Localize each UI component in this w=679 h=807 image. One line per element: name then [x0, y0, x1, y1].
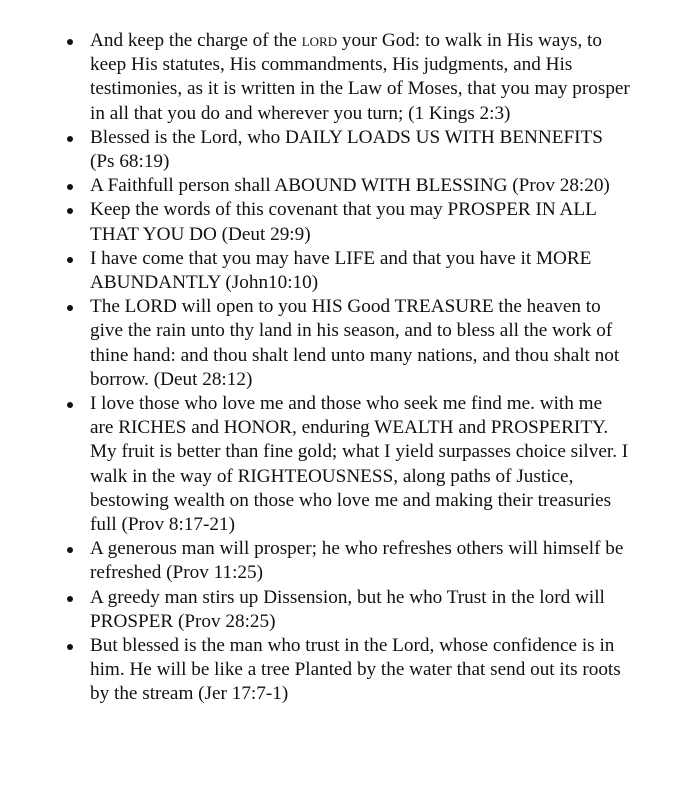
bullet-dot	[67, 305, 73, 311]
verse-text: Blessed is the Lord, who DAILY LOADS US WITH BENNEFITS (Ps 68:19)	[90, 126, 603, 173]
verse-item	[90, 198, 630, 246]
bullet-dot	[67, 184, 73, 190]
verse-item	[90, 392, 630, 537]
verse-text: A greedy man stirs up Dissension, but he who Trust in the lord will PROSPER (Prov 28:25)	[90, 586, 605, 632]
bullet-dot	[67, 644, 73, 650]
bullet-dot	[67, 208, 73, 214]
verse-item	[90, 295, 630, 392]
verse-item	[90, 247, 630, 295]
verse-text: A Faithfull person shall ABOUND WITH BLESSING (Prov 28:20)	[90, 175, 610, 197]
bullet-dot	[67, 136, 73, 142]
verse-item	[90, 174, 630, 198]
verse-item	[90, 586, 630, 634]
verse-item	[90, 634, 630, 707]
verse-list	[90, 29, 630, 707]
verse-text: I have come that you may have LIFE and that you have it MORE ABUNDANTLY (John10:10)	[90, 247, 592, 294]
verse-text: The LORD will open to you HIS Good TREASURE the heaven to give the rain unto thy land in his season, and to bless all the work of thine hand: and thou shalt lend unto many nations, and thou shalt not borrow. (Deut 28:12)	[90, 296, 620, 390]
verse-item	[90, 29, 630, 126]
verse-text: A generous man will prosper; he who refreshes others will himself be refreshed (Prov 11:25)	[90, 538, 624, 584]
bullet-dot	[67, 257, 73, 263]
lord-smallcaps: lord	[301, 30, 338, 51]
verse-item	[90, 537, 630, 585]
bullet-dot	[67, 547, 73, 553]
verse-text: Keep the words of this covenant that you may PROSPER IN ALL THAT YOU DO (Deut 29:9)	[90, 199, 597, 245]
verse-text: But blessed is the man who trust in the Lord, whose confidence is in him. He will be like a tree Planted by the water that send out its roots by the stream (Jer 17:7-1)	[90, 635, 621, 705]
bullet-dot	[67, 39, 73, 45]
bullet-dot	[67, 402, 73, 408]
verse-item	[90, 126, 630, 174]
verse-text: I love those who love me and those who seek me find me. with me are RICHES and HONOR, enduring WEALTH and PROSPERITY. My fruit is better than fine gold; what I yield surpasses choice silver. I walk in the way of RIGHTEOUSNESS, along paths of Justice, bestowing wealth on those who love me and making their treasuries full (Prov 8:17-21)	[90, 393, 629, 536]
bullet-dot	[67, 596, 73, 602]
verse-text: And keep the charge of the lord your God: to walk in His ways, to keep His statutes, His commandments, His judgments, and His testimonies, as it is written in the Law of Moses, that you may prosper in all that you do and wherever you turn; (1 Kings 2:3)	[90, 30, 630, 124]
